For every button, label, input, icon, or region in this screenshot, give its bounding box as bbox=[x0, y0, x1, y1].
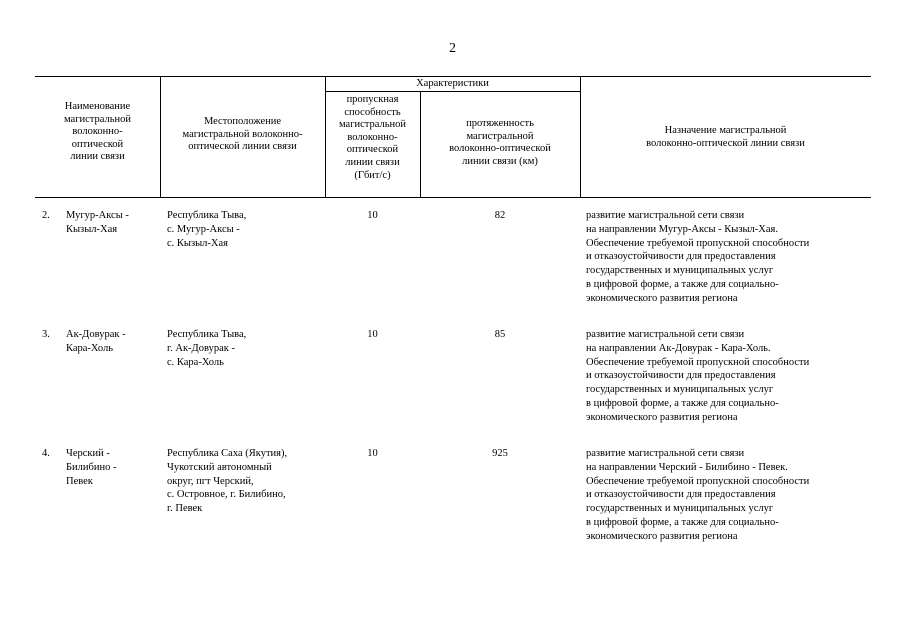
header-name: Наименование магистральной волоконно- оптической линии связи bbox=[63, 101, 132, 163]
row-length: 85 bbox=[494, 329, 506, 340]
row-number: 3. bbox=[42, 329, 50, 340]
header-capacity: пропускная способность магистральной волоконно- оптической линии связи (Гбит/с) bbox=[338, 94, 407, 181]
header-purpose: Назначение магистральной волоконно-оптической линии связи bbox=[646, 125, 805, 149]
row-name: Черский - Билибино - Певек bbox=[66, 448, 117, 487]
row-length: 82 bbox=[494, 210, 506, 221]
row-capacity: 10 bbox=[367, 448, 378, 459]
header-bottom-border bbox=[35, 197, 871, 198]
row-purpose: развитие магистральной сети связи на направлении Ак-Довурак - Кара-Холь. Обеспечение требуемой пропускной способности и отказоустойчивости для предоставления государственных и муниципальных услуг в цифровой форме, а также для социально- экономического развития региона bbox=[586, 329, 810, 423]
header-characteristics: Характеристики bbox=[416, 78, 489, 89]
row-length: 925 bbox=[492, 448, 508, 459]
header-length: протяженность магистральной волоконно-оптической линии связи (км) bbox=[449, 118, 551, 167]
row-name: Ак-Довурак - Кара-Холь bbox=[66, 329, 126, 354]
row-number: 2. bbox=[42, 210, 50, 221]
header-location: Местоположение магистральной волоконно- оптической линии связи bbox=[182, 116, 303, 153]
row-capacity: 10 bbox=[367, 329, 378, 340]
characteristics-divider bbox=[325, 91, 580, 92]
row-location: Республика Тыва, г. Ак-Довурак - с. Кара-Холь bbox=[167, 329, 247, 368]
row-name: Мугур-Аксы - Кызыл-Хая bbox=[66, 210, 129, 235]
row-purpose: развитие магистральной сети связи на направлении Мугур-Аксы - Кызыл-Хая. Обеспечение требуемой пропускной способности и отказоустойчивости для предоставления государственных и муниципальных услуг в цифровой форме, а также для социально- экономического развития региона bbox=[586, 210, 810, 304]
row-purpose: развитие магистральной сети связи на направлении Черский - Билибино - Певек. Обеспечение требуемой пропускной способности и отказоустойчивости для предоставления государственных и муниципальных услуг в цифровой форме, а также для социально- экономического развития региона bbox=[586, 448, 810, 542]
row-location: Республика Саха (Якутия), Чукотский автономный округ, пгт Черский, с. Островное, г. Билибино, г. Певек bbox=[167, 448, 288, 515]
row-location: Республика Тыва, с. Мугур-Аксы - с. Кызыл-Хая bbox=[167, 210, 247, 249]
row-number: 4. bbox=[42, 448, 50, 459]
page-number: 2 bbox=[449, 41, 456, 56]
row-capacity: 10 bbox=[367, 210, 378, 221]
